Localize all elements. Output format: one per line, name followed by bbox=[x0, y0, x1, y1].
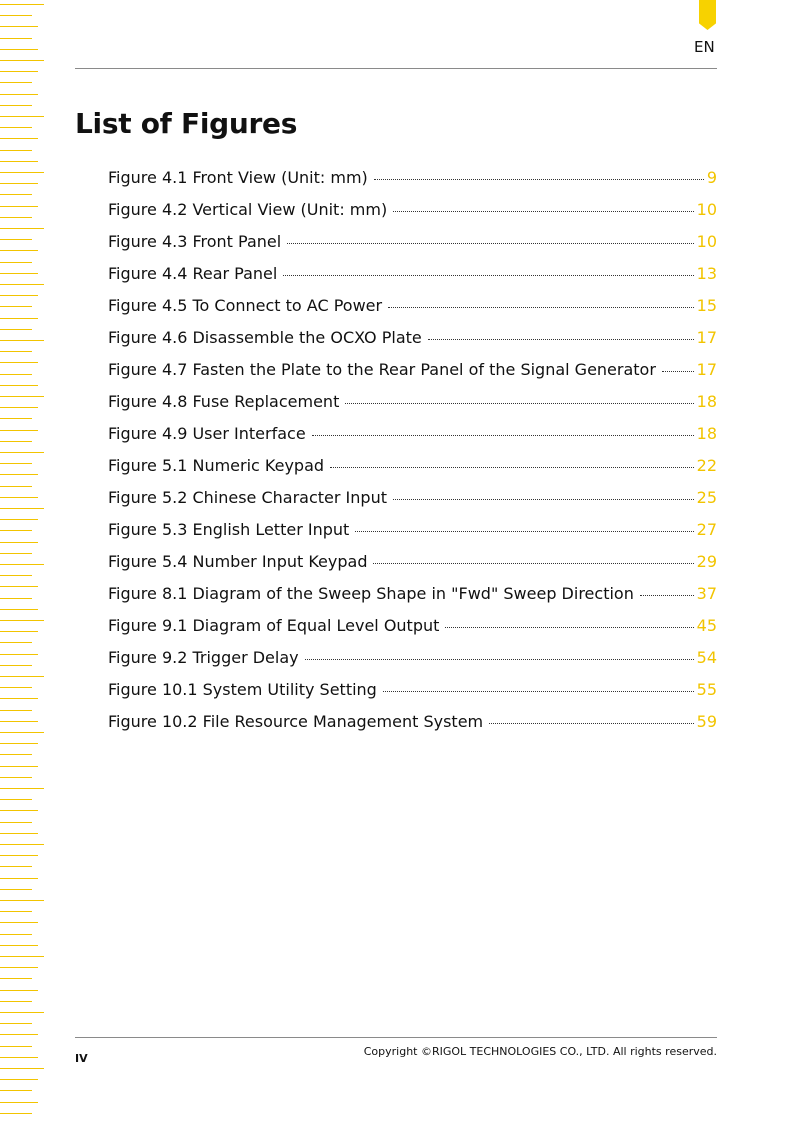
ruler-tick bbox=[0, 463, 32, 464]
ruler-tick bbox=[0, 318, 38, 319]
figure-entry-label: Figure 4.8 Fuse Replacement bbox=[108, 392, 340, 411]
ruler-tick bbox=[0, 340, 44, 341]
dot-leader bbox=[312, 434, 694, 436]
dot-leader bbox=[388, 306, 694, 308]
figure-list-item[interactable] bbox=[108, 712, 717, 744]
figure-entry-label: Figure 4.4 Rear Panel bbox=[108, 264, 278, 283]
figure-entry-page-link[interactable]: 10 bbox=[696, 232, 717, 251]
figure-entry-page-link[interactable]: 18 bbox=[696, 424, 717, 443]
dot-leader bbox=[383, 690, 694, 692]
ruler-tick bbox=[0, 822, 32, 823]
ruler-tick bbox=[0, 385, 38, 386]
margin-ruler-decoration bbox=[0, 0, 44, 1122]
ruler-tick bbox=[0, 452, 44, 453]
figure-entry-label: Figure 4.6 Disassemble the OCXO Plate bbox=[108, 328, 422, 347]
figure-entry-page-link[interactable]: 25 bbox=[696, 488, 717, 507]
figure-entry-page-link[interactable]: 59 bbox=[696, 712, 717, 731]
language-tab-marker bbox=[699, 0, 716, 30]
figure-list-item[interactable] bbox=[108, 328, 717, 360]
ruler-tick bbox=[0, 1012, 44, 1013]
ruler-tick bbox=[0, 866, 32, 867]
header-divider bbox=[75, 68, 717, 69]
ruler-tick bbox=[0, 945, 38, 946]
figure-entry-label: Figure 4.5 To Connect to AC Power bbox=[108, 296, 383, 315]
figure-list-item[interactable] bbox=[108, 360, 717, 392]
dot-leader bbox=[640, 594, 694, 596]
ruler-tick bbox=[0, 262, 32, 263]
figure-entry-page-link[interactable]: 15 bbox=[696, 296, 717, 315]
ruler-tick bbox=[0, 519, 38, 520]
figure-entry-label: Figure 4.7 Fasten the Plate to the Rear Panel of the Signal Generator bbox=[108, 360, 656, 379]
figure-entry-page-link[interactable]: 29 bbox=[696, 552, 717, 571]
ruler-tick bbox=[0, 172, 44, 173]
dot-leader bbox=[355, 530, 693, 532]
ruler-tick bbox=[0, 486, 32, 487]
ruler-tick bbox=[0, 306, 32, 307]
ruler-tick bbox=[0, 228, 44, 229]
figure-entry-page-link[interactable]: 10 bbox=[696, 200, 717, 219]
figure-list-item[interactable] bbox=[108, 296, 717, 328]
ruler-tick bbox=[0, 732, 44, 733]
ruler-tick bbox=[0, 105, 32, 106]
ruler-tick bbox=[0, 642, 32, 643]
ruler-tick bbox=[0, 49, 38, 50]
figure-list-item[interactable] bbox=[108, 232, 717, 264]
dot-leader bbox=[393, 210, 693, 212]
ruler-tick bbox=[0, 329, 32, 330]
figure-entry-label: Figure 10.2 File Resource Management System bbox=[108, 712, 484, 731]
ruler-tick bbox=[0, 956, 44, 957]
language-tab-label: EN bbox=[694, 38, 715, 56]
ruler-tick bbox=[0, 1102, 38, 1103]
ruler-tick bbox=[0, 150, 32, 151]
ruler-tick bbox=[0, 441, 32, 442]
ruler-tick bbox=[0, 430, 38, 431]
ruler-tick bbox=[0, 586, 38, 587]
ruler-tick bbox=[0, 777, 32, 778]
copyright-notice: Copyright ©RIGOL TECHNOLOGIES CO., LTD. All rights reserved. bbox=[363, 1045, 717, 1058]
figure-entry-page-link[interactable]: 17 bbox=[696, 328, 717, 347]
ruler-tick bbox=[0, 71, 38, 72]
ruler-tick bbox=[0, 598, 32, 599]
ruler-tick bbox=[0, 183, 38, 184]
figure-list-item[interactable] bbox=[108, 168, 717, 200]
figure-entry-label: Figure 5.3 English Letter Input bbox=[108, 520, 350, 539]
figure-entry-label: Figure 10.1 System Utility Setting bbox=[108, 680, 377, 699]
figure-list-item[interactable] bbox=[108, 680, 717, 712]
page-title: List of Figures bbox=[75, 107, 298, 140]
ruler-tick bbox=[0, 284, 44, 285]
ruler-tick bbox=[0, 15, 32, 16]
ruler-tick bbox=[0, 4, 44, 5]
ruler-tick bbox=[0, 474, 38, 475]
ruler-tick bbox=[0, 889, 32, 890]
figure-entry-label: Figure 4.2 Vertical View (Unit: mm) bbox=[108, 200, 388, 219]
ruler-tick bbox=[0, 698, 38, 699]
ruler-tick bbox=[0, 788, 44, 789]
ruler-tick bbox=[0, 654, 38, 655]
figure-entry-label: Figure 9.1 Diagram of Equal Level Output bbox=[108, 616, 440, 635]
ruler-tick bbox=[0, 138, 38, 139]
dot-leader bbox=[374, 178, 704, 180]
ruler-tick bbox=[0, 161, 38, 162]
figure-entry-label: Figure 4.3 Front Panel bbox=[108, 232, 282, 251]
footer-divider bbox=[75, 1037, 717, 1038]
ruler-tick bbox=[0, 1023, 32, 1024]
ruler-tick bbox=[0, 743, 38, 744]
figure-list-item[interactable] bbox=[108, 456, 717, 488]
ruler-tick bbox=[0, 295, 38, 296]
figure-entry-label: Figure 5.4 Number Input Keypad bbox=[108, 552, 368, 571]
ruler-tick bbox=[0, 273, 38, 274]
figure-list-item[interactable] bbox=[108, 488, 717, 520]
ruler-tick bbox=[0, 497, 38, 498]
ruler-tick bbox=[0, 844, 44, 845]
figure-list-item[interactable] bbox=[108, 552, 717, 584]
ruler-tick bbox=[0, 530, 32, 531]
figure-entry-label: Figure 5.1 Numeric Keypad bbox=[108, 456, 325, 475]
ruler-tick bbox=[0, 407, 38, 408]
ruler-tick bbox=[0, 855, 38, 856]
ruler-tick bbox=[0, 1057, 38, 1058]
ruler-tick bbox=[0, 990, 38, 991]
ruler-tick bbox=[0, 1090, 32, 1091]
figure-list bbox=[108, 168, 717, 744]
figure-entry-label: Figure 8.1 Diagram of the Sweep Shape in "Fwd" Sweep Direction bbox=[108, 584, 634, 603]
ruler-tick bbox=[0, 1034, 38, 1035]
ruler-tick bbox=[0, 1068, 44, 1069]
ruler-tick bbox=[0, 82, 32, 83]
ruler-tick bbox=[0, 754, 32, 755]
ruler-tick bbox=[0, 508, 44, 509]
ruler-tick bbox=[0, 127, 32, 128]
figure-list-item[interactable] bbox=[108, 520, 717, 552]
figure-entry-page-link[interactable]: 27 bbox=[696, 520, 717, 539]
ruler-tick bbox=[0, 833, 38, 834]
figure-list-item[interactable] bbox=[108, 392, 717, 424]
dot-leader bbox=[445, 626, 693, 628]
figure-list-item[interactable] bbox=[108, 200, 717, 232]
ruler-tick bbox=[0, 60, 44, 61]
figure-entry-label: Figure 4.1 Front View (Unit: mm) bbox=[108, 168, 368, 187]
figure-entry-page-link[interactable]: 18 bbox=[696, 392, 717, 411]
figure-entry-page-link[interactable]: 37 bbox=[696, 584, 717, 603]
ruler-tick bbox=[0, 967, 38, 968]
page-number: IV bbox=[75, 1052, 88, 1065]
dot-leader bbox=[662, 370, 694, 372]
ruler-tick bbox=[0, 553, 32, 554]
ruler-tick bbox=[0, 978, 32, 979]
ruler-tick bbox=[0, 351, 32, 352]
figure-entry-page-link[interactable]: 13 bbox=[696, 264, 717, 283]
figure-entry-label: Figure 5.2 Chinese Character Input bbox=[108, 488, 387, 507]
figure-entry-label: Figure 9.2 Trigger Delay bbox=[108, 648, 299, 667]
figure-entry-page-link[interactable]: 22 bbox=[696, 456, 717, 475]
dot-leader bbox=[489, 722, 694, 724]
ruler-tick bbox=[0, 206, 38, 207]
ruler-tick bbox=[0, 1046, 32, 1047]
ruler-tick bbox=[0, 564, 44, 565]
figure-list-item[interactable] bbox=[108, 264, 717, 296]
ruler-tick bbox=[0, 609, 38, 610]
ruler-tick bbox=[0, 878, 38, 879]
ruler-tick bbox=[0, 396, 44, 397]
ruler-tick bbox=[0, 766, 38, 767]
dot-leader bbox=[428, 338, 694, 340]
ruler-tick bbox=[0, 676, 44, 677]
dot-leader bbox=[287, 242, 693, 244]
figure-entry-page-link[interactable]: 17 bbox=[696, 360, 717, 379]
ruler-tick bbox=[0, 665, 32, 666]
figure-list-item[interactable] bbox=[108, 616, 717, 648]
figure-entry-page-link[interactable]: 54 bbox=[696, 648, 717, 667]
ruler-tick bbox=[0, 1079, 38, 1080]
ruler-tick bbox=[0, 934, 32, 935]
dot-leader bbox=[393, 498, 694, 500]
figure-entry-page-link[interactable]: 45 bbox=[696, 616, 717, 635]
ruler-tick bbox=[0, 374, 32, 375]
ruler-tick bbox=[0, 710, 32, 711]
dot-leader bbox=[330, 466, 694, 468]
ruler-tick bbox=[0, 418, 32, 419]
figure-entry-page-link[interactable]: 55 bbox=[696, 680, 717, 699]
ruler-tick bbox=[0, 362, 38, 363]
ruler-tick bbox=[0, 810, 38, 811]
ruler-tick bbox=[0, 38, 32, 39]
figure-list-item[interactable] bbox=[108, 424, 717, 456]
ruler-tick bbox=[0, 922, 38, 923]
ruler-tick bbox=[0, 799, 32, 800]
dot-leader bbox=[283, 274, 693, 276]
ruler-tick bbox=[0, 217, 32, 218]
ruler-tick bbox=[0, 721, 38, 722]
ruler-tick bbox=[0, 26, 38, 27]
ruler-tick bbox=[0, 911, 32, 912]
ruler-tick bbox=[0, 631, 38, 632]
dot-leader bbox=[305, 658, 694, 660]
ruler-tick bbox=[0, 250, 38, 251]
ruler-tick bbox=[0, 239, 32, 240]
ruler-tick bbox=[0, 94, 38, 95]
ruler-tick bbox=[0, 575, 32, 576]
ruler-tick bbox=[0, 620, 44, 621]
ruler-tick bbox=[0, 542, 38, 543]
ruler-tick bbox=[0, 194, 32, 195]
ruler-tick bbox=[0, 116, 44, 117]
figure-list-item[interactable] bbox=[108, 648, 717, 680]
dot-leader bbox=[373, 562, 693, 564]
ruler-tick bbox=[0, 1001, 32, 1002]
figure-entry-label: Figure 4.9 User Interface bbox=[108, 424, 306, 443]
ruler-tick bbox=[0, 1113, 32, 1114]
ruler-tick bbox=[0, 687, 32, 688]
figure-entry-page-link[interactable]: 9 bbox=[706, 168, 717, 187]
dot-leader bbox=[345, 402, 693, 404]
ruler-tick bbox=[0, 900, 44, 901]
figure-list-item[interactable] bbox=[108, 584, 717, 616]
